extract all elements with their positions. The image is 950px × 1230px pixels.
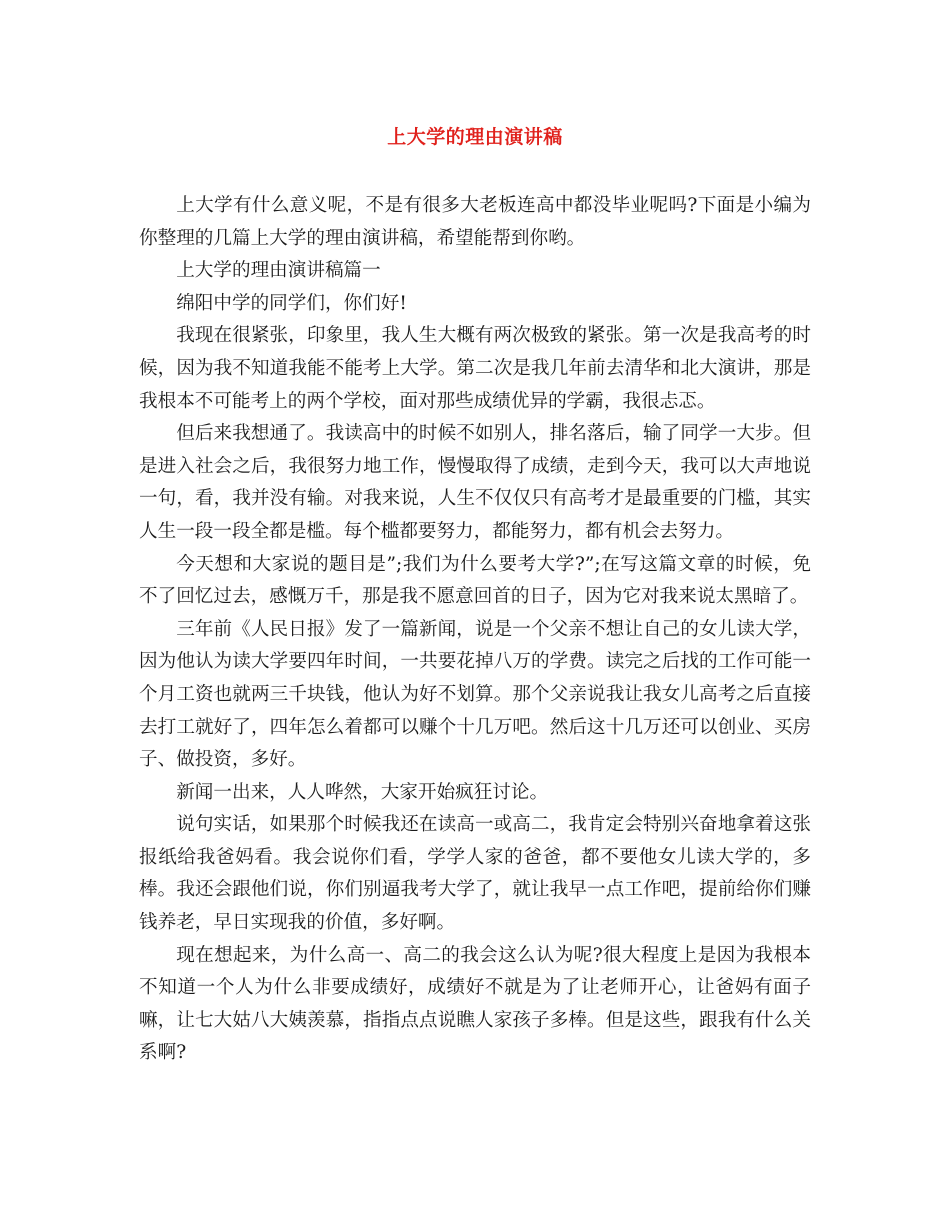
paragraph: 现在想起来，为什么高一、高二的我会这么认为呢?很大程度上是因为我根本不知道一个人为什么非要成绩好，成绩好不就是为了让老师开心，让爸妈有面子嘛，让七大姑八大姨羡慕，指指点点说瞧人家孩子多棒。但是这些，跟我有什么关系啊? <box>139 944 811 1064</box>
document-title: 上大学的理由演讲稿 <box>387 126 563 148</box>
paragraph: 今天想和大家说的题目是”;我们为什么要考大学?”;在写这篇文章的时候，免不了回忆过去，感慨万千，那是我不愿意回首的日子，因为它对我来说太黑暗了。 <box>139 553 811 608</box>
paragraph-intro: 上大学有什么意义呢，不是有很多大老板连高中都没毕业呢吗?下面是小编为你整理的几篇上大学的理由演讲稿，希望能帮到你哟。 <box>139 195 811 249</box>
paragraph: 我现在很紧张，印象里，我人生大概有两次极致的紧张。第一次是我高考的时候，因为我不知道我能不能考上大学。第二次是我几年前去清华和北大演讲，那是我根本不可能考上的两个学校，面对那些成绩优异的学霸，我很忐忑。 <box>139 325 811 412</box>
paragraph: 三年前《人民日报》发了一篇新闻，说是一个父亲不想让自己的女儿读大学，因为他认为读大学要四年时间，一共要花掉八万的学费。读完之后找的工作可能一个月工资也就两三千块钱，他认为好不划算。那个父亲说我让我女儿高考之后直接去打工就好了，四年怎么着都可以赚个十几万吧。然后这十几万还可以创业、买房子、做投资，多好。 <box>139 618 811 771</box>
paragraph-greeting: 绵阳中学的同学们，你们好! <box>176 292 407 314</box>
paragraph: 但后来我想通了。我读高中的时候不如别人，排名落后，输了同学一大步。但是进入社会之后，我很努力地工作，慢慢取得了成绩，走到今天，我可以大声地说一句，看，我并没有输。对我来说，人生不仅仅只有高考才是最重要的门槛，其实人生一段一段全都是槛。每个槛都要努力，都能努力，都有机会去努力。 <box>139 423 811 542</box>
paragraph: 说句实话，如果那个时候我还在读高一或高二，我肯定会特别兴奋地拿着这张报纸给我爸妈看。我会说你们看，学学人家的爸爸，都不要他女儿读大学的，多棒。我还会跟他们说，你们别逼我考大学了，就让我早一点工作吧，提前给你们赚钱养老，早日实现我的价值，多好啊。 <box>139 814 811 934</box>
document-body <box>139 190 811 1070</box>
paragraph-section-heading: 上大学的理由演讲稿篇一 <box>176 260 381 282</box>
paragraph: 新闻一出来，人人哗然，大家开始疯狂讨论。 <box>176 781 549 803</box>
